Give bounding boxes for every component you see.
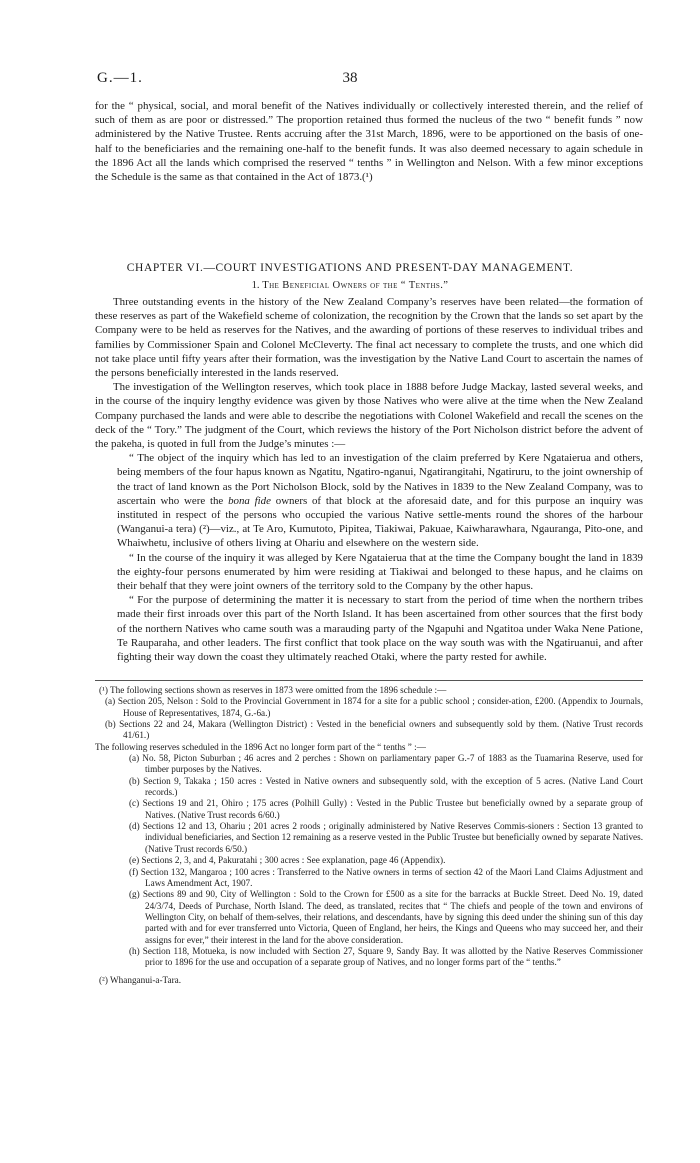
footnote-1-following: The following reserves scheduled in the 1896 Act no longer form part of the “ tenths ” :—	[95, 741, 426, 752]
series-label: G.—1.	[97, 70, 143, 86]
footnote-divider	[95, 680, 643, 681]
footnote-item: (a) Section 205, Nelson : Sold to the Provincial Government in 1874 for a site for a public school ; consider-ation, £200. (Appendix to Journals, House of Representatives, 1874, G.-6a.)	[105, 696, 643, 718]
paragraph: Three outstanding events in the history of the New Zealand Company’s reserves have been related—the formation of these reserves as part of the Wakefield scheme of colonization, the recognition by the Crown that the lands so set apart by the Company were to be held as reserves for the Natives, and the awarding of portions of these reserves to individual tribes and families by Commissioner Spain and Colonel McCleverty. The final act necessary to complete the trusts, and one which did not take place until fifty years after their formation, was the investigation by the Native Land Court to ascertain the names of the persons beneficially interested in the lands reserved.	[95, 296, 643, 380]
footnote-item: (f) Section 132, Mangaroa ; 100 acres : Transferred to the Native owners in terms of section 42 of the Maori Land Claims Adjustment and Laws Amendment Act, 1907.	[129, 866, 643, 888]
quote-text: “ The object of the inquiry which has led to an investigation of the claim preferred by Kere Ngataierua and others, being members of the four hapus known as Ngatitu, Ngatiro-nganui, Ngatirangitahi, Ngatiruru, to the joint ownership of the tract of land known as the Port Nicholson Block, sold by the Natives in 1839 to the New Zealand Company, was to ascertain who were the	[117, 452, 643, 507]
quote-italic: bona fide	[228, 494, 271, 507]
footnote-item: (e) Sections 2, 3, and 4, Pakuratahi ; 300 acres : See explanation, page 46 (Appendix).	[129, 855, 446, 866]
footnote-item: (a) No. 58, Picton Suburban ; 46 acres and 2 perches : Shown on parliamentary paper G.-7 of 1883 as the Tuamarina Reserve, used for timber purposes by the Natives.	[129, 753, 643, 775]
section-title: The Beneficial Owners of the “ Tenths.”	[262, 280, 449, 291]
paragraph: The investigation of the Wellington reserves, which took place in 1888 before Judge Mackay, lasted several weeks, and in the course of the inquiry lengthy evidence was given by those Natives who were alive at the time when the New Zealand Company purchased the lands and were able to describe the negotiations with Colonel Wakefield and recall the scenes on the deck of the “ Tory.” The judgment of the Court, which reviews the history of the Port Nicholson district before the advent of the pakeha, is quoted in full from the Judge’s minutes :—	[95, 381, 643, 451]
quoted-paragraph: “ For the purpose of determining the matter it is necessary to start from the period of time when the northern tribes made their first inroads over this part of the North Island. It has been ascertained from other sources that the first body of the northern Natives who came south was a marauding party of the Ngapuhi and Ngatitoa under Waka Nene Patione, Te Rauparaha, and other leaders. The first conflict that took place on the way south was with the Ngatiruanui, and after fighting their way down the coast they ultimately reached Otaki, where the party rested for awhile.	[117, 594, 643, 664]
chapter-title: CHAPTER VI.—COURT INVESTIGATIONS AND PRESENT-DAY MANAGEMENT.	[126, 262, 574, 274]
page-number: 38	[342, 70, 358, 86]
footnote-item: (h) Section 118, Motueka, is now included with Section 27, Square 9, Sandy Bay. It was allotted by the Native Reserves Commissioner prior to 1896 for the use and occupation of a separate group of Natives, and no longer forms part of the “ tenths.”	[129, 945, 643, 968]
quoted-paragraph	[95, 451, 643, 550]
section-number: 1.	[251, 280, 260, 291]
quote-text: owners of that block at the aforesaid date, and for this purpose an inquiry was instituted in respect of the persons who occupied the various Native settle-ments round the shores of the harbour (Wanganui-a tera) (²)—viz., at Te Aro, Kumutoto, Pipitea, Tiakiwai, Pakuae, Kaiwharawhara, Ngauranga, Pito-one, and Whaiwhetu, inclusive of others living at Ohariu and elsewhere on the western side.	[117, 494, 644, 550]
footnote-2: (²) Whanganui-a-Tara.	[99, 974, 182, 985]
main-text	[95, 295, 643, 664]
footnote-item: (c) Sections 19 and 21, Ohiro ; 175 acres (Polhill Gully) : Vested in the Public Trustee but beneficially owned by a separate group of Natives. (Native Trust records 6/60.)	[129, 798, 643, 820]
quoted-paragraph: “ In the course of the inquiry it was alleged by Kere Ngataierua that at the time the Company bought the land in 1839 the eighty-four persons enumerated by him were residing at Tiakiwai and belonged to these hapus, and he claims on their behalf that they were joint owners of the territory sold to the Company by the other hapus.	[117, 551, 643, 593]
footnote-item: (b) Section 9, Takaka ; 150 acres : Vested in Native owners and subsequently sold, with the exception of 5 acres. (Native Land Court records.)	[129, 775, 643, 798]
footnote-1-intro: (¹) The following sections shown as reserves in 1873 were omitted from the 1896 schedule :—	[99, 685, 447, 695]
footnote-item: (g) Sections 89 and 90, City of Wellington : Sold to the Crown for £500 as a site for the barracks at Buckle Street. Deed No. 19, dated 24/3/74, Deeds of Purchase, North Island. The deed, as translated, recites that “ The chiefs and people of the town and environs of Wellington City, on behalf of them-selves, their relations, and descendants, have by signing this deed under the shining sun of this day parted with and for ever transferred unto Victoria, Queen of England, her heirs, the Kings and Queens who may succeed her, and their assigns for ever,” their interest in the land for the above consideration.	[129, 889, 643, 945]
intro-text	[95, 99, 643, 184]
footnotes	[95, 685, 643, 986]
section-heading	[0, 280, 700, 291]
footnote-item: (b) Sections 22 and 24, Makara (Wellington District) : Vested in the beneficial owners and subsequently sold by them. (Native Trust records 41/61.)	[105, 719, 643, 741]
footnote-item: (d) Sections 12 and 13, Ohariu ; 201 acres 2 roods ; originally administered by Native Reserves Commis-sioners : Section 13 granted to individual beneficiaries, and Section 12 remaining as a reserve vested in the Public Trustee but beneficially owned by separate Natives. (Native Trust records 6/50.)	[129, 821, 643, 854]
intro-paragraph: for the “ physical, social, and moral benefit of the Natives individually or collectively interested therein, and the relief of such of them as are poor or distressed.” The proportion retained thus formed the nucleus of the two “ benefit funds ” now administered by the Native Trustee. Rents accruing after the 31st March, 1896, were to be apportioned on the basis of one-half to the beneficiaries and the remaining one-half to the benefit funds. It was also deemed necessary to again schedule in the 1896 Act all the lands which comprised the reserved “ tenths ” in Wellington and Nelson. With a few minor exceptions the Schedule is the same as that contained in the Act of 1873.(¹)	[95, 100, 643, 184]
